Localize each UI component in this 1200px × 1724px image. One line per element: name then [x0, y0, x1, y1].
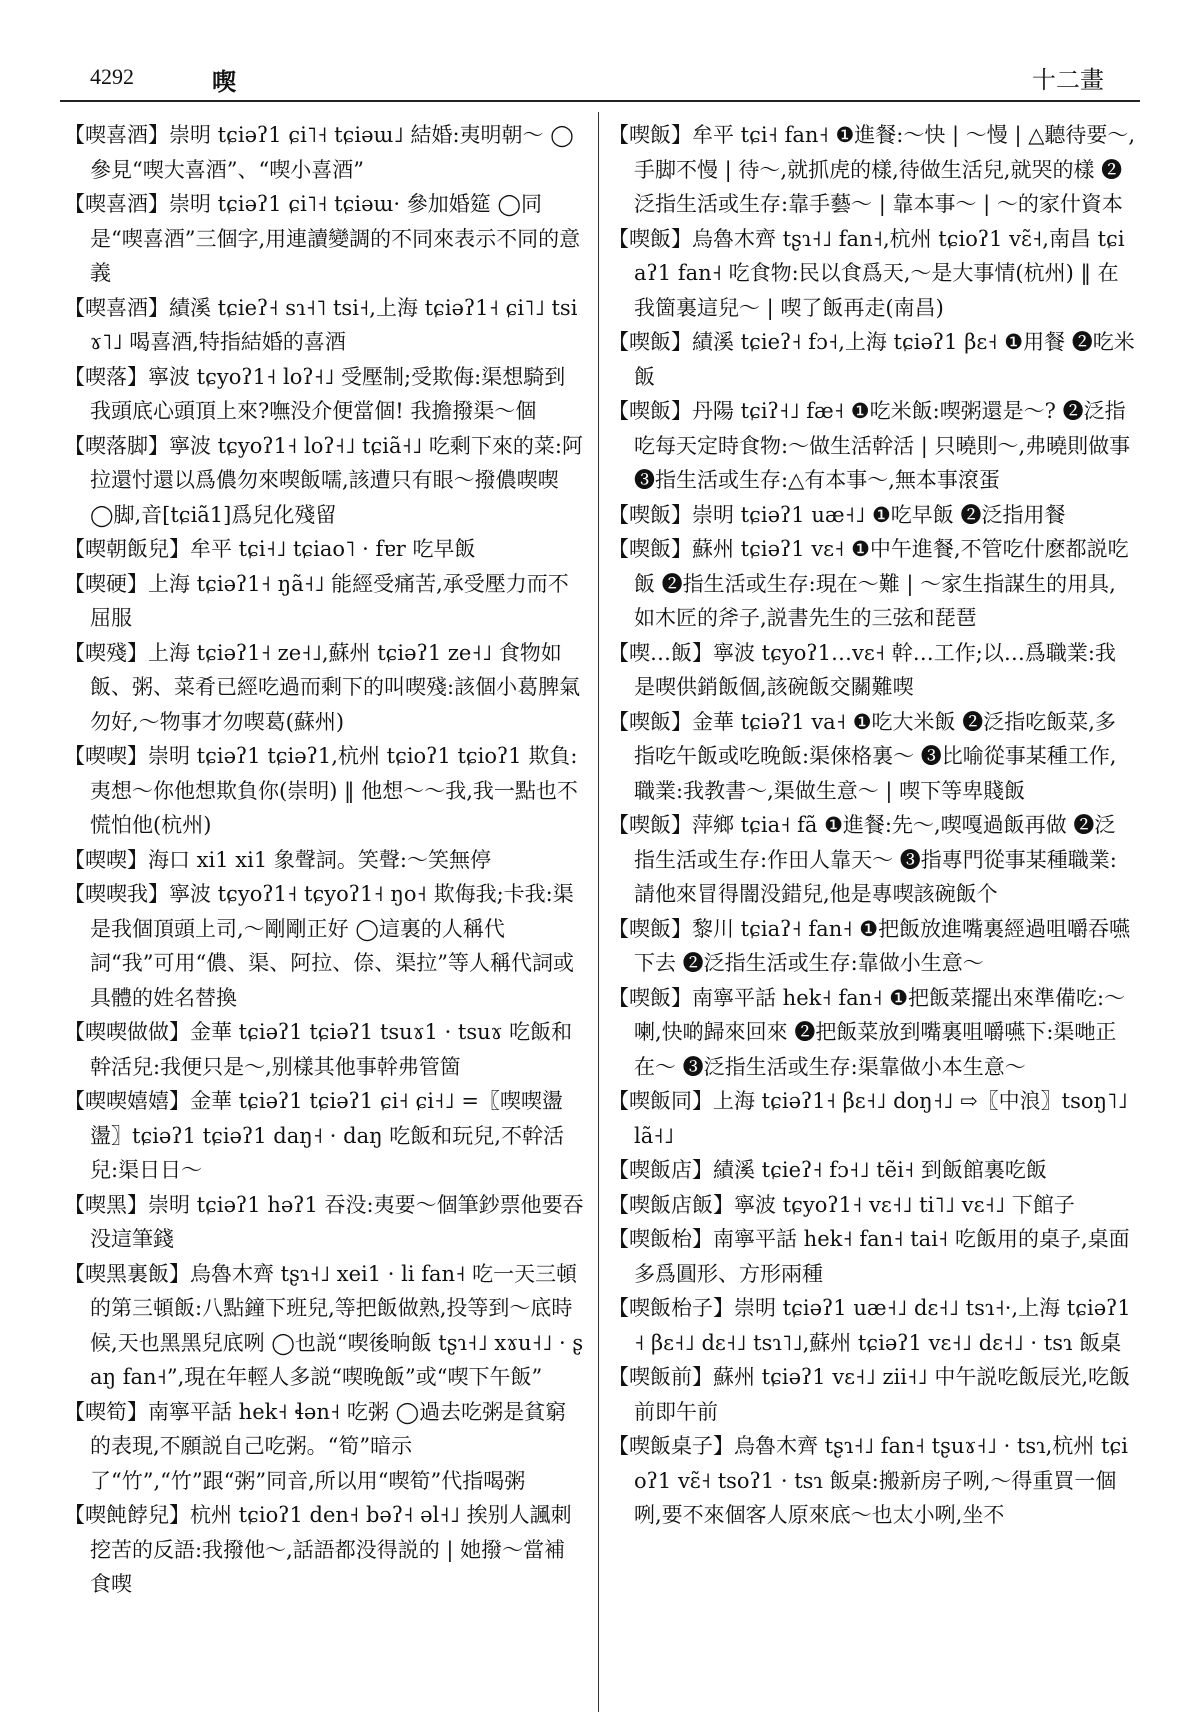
dictionary-entry: 【喫硬】上海 tɕiəʔ1˧ ŋã˧˩ 能經受痛苦,承受壓力而不屈服	[64, 571, 569, 630]
dictionary-entry: 【喫飯枱子】崇明 tɕiəʔ1 uæ˧˩ dɛ˧˩ tsɿ˧·,上海 tɕiəʔ1˧ βɛ˧˩ dɛ˧˩ tsɿ˥˩,蘇州 tɕiəʔ1 vɛ˧˩ dɛ˧˩ · tsɿ 飯桌	[608, 1296, 1131, 1355]
dictionary-entry: 【喫落脚】寧波 tɕyoʔ1˧ loʔ˧˩ tɕiã˧˩ 吃剩下來的菜:阿拉還忖還以爲儂勿來喫飯嚅,該遭只有眼～撥儂喫喫 ◯脚,音[tɕiã1]爲兒化殘留	[64, 433, 583, 527]
dictionary-entry: 【喫落】寧波 tɕyoʔ1˧ loʔ˧˩ 受壓制;受欺侮:渠想騎到我頭底心頭頂上來?嘸没介便當個! 我擔撥渠～個	[64, 364, 566, 423]
page-header	[60, 56, 1140, 100]
head-character: 喫	[212, 67, 236, 96]
dictionary-entry: 【喫喫我】寧波 tɕyoʔ1˧ tɕyoʔ1˧ ŋo˧ 欺侮我;卡我:渠是我個頂頭上司,～剛剛正好 ◯這裏的人稱代詞“我”可用“儂、渠、阿拉、倷、渠拉”等人稱代詞或具體的姓名替換	[64, 882, 574, 1010]
dictionary-entry: 【喫…飯】寧波 tɕyoʔ1…vɛ˧ 幹…工作;以…爲職業:我是喫供銷飯個,該碗飯交關難喫	[608, 640, 1116, 699]
dictionary-entry: 【喫飯枱】南寧平話 hek˧ fan˧ tai˧ 吃飯用的桌子,桌面多爲圓形、方形兩種	[608, 1227, 1130, 1286]
column-divider	[598, 112, 599, 1712]
page-number: 4292	[90, 64, 134, 89]
dictionary-entry: 【喫喫】海口 xi1 xi1 象聲詞。笑聲:～笑無停	[64, 847, 491, 872]
dictionary-entry: 【喫飯】崇明 tɕiəʔ1 uæ˧˩ ❶吃早飯 ❷泛指用餐	[608, 502, 1066, 527]
dictionary-entry: 【喫飯前】蘇州 tɕiəʔ1 vɛ˧˩ zii˧˩ 中午説吃飯辰光,吃飯前即午前	[608, 1365, 1131, 1424]
dictionary-entry: 【喫喫做做】金華 tɕiəʔ1 tɕiəʔ1 tsuɤ1 · tsuɤ 吃飯和幹活兒:我便只是～,别樣其他事幹弗管箇	[64, 1020, 573, 1079]
dictionary-entry: 【喫飯】蘇州 tɕiəʔ1 vɛ˧ ❶中午進餐,不管吃什麽都説吃飯 ❷指生活或生存:現在～難 | ～家生指謀生的用具,如木匠的斧子,説書先生的三弦和琵琶	[608, 537, 1129, 630]
dictionary-entry: 【喫飯】金華 tɕiəʔ1 va˧ ❶吃大米飯 ❷泛指吃飯菜,多指吃午飯或吃晚飯:渠倈格裏～ ❸比喻從事某種工作,職業:我教書～,渠做生意～ | 喫下等卑賤飯	[608, 709, 1117, 803]
dictionary-entry: 【喫飯】績溪 tɕieʔ˧ fɔ˧,上海 tɕiəʔ1 βɛ˧ ❶用餐 ❷吃米飯	[608, 330, 1135, 389]
dictionary-entry: 【喫朝飯兒】牟平 tɕi˧˩ tɕiao˥ · fɐr 吃早飯	[64, 537, 476, 561]
dictionary-entry: 【喫喜酒】崇明 tɕiəʔ1 ɕi˥˧ tɕiəɯ˩ 結婚:夷明朝～ ◯參見“喫大喜酒”、“喫小喜酒”	[64, 123, 574, 182]
dictionary-entry: 【喫飯】萍鄉 tɕia˧ fã ❶進餐:先～,喫嘎過飯再做 ❷泛指生活或生存:作田人靠天～ ❸指專門從事某種職業:請他來冒得闇没錯兒,他是專喫該碗飯个	[608, 813, 1117, 906]
right-column	[608, 118, 1136, 1533]
dictionary-entry: 【喫飯】牟平 tɕi˧ fan˧ ❶進餐:～快 | ～慢 | △聽待要～,手脚不慢 | 待～,就抓虎的樣,待做生活兒,就哭的樣 ❷泛指生活或生存:靠手藝～ | 靠本事～ | ～的家什資本	[608, 123, 1136, 216]
dictionary-entry: 【喫飩餑兒】杭州 tɕioʔ1 den˧ bəʔ˧ əl˧˩ 挨别人諷刺挖苦的反語:我撥他～,話語都没得説的 | 她撥～當補食喫	[64, 1503, 572, 1596]
dictionary-entry: 【喫飯店】績溪 tɕieʔ˧ fɔ˧˩ tẽi˧ 到飯館裏吃飯	[608, 1158, 1047, 1182]
dictionary-entry: 【喫黑裏飯】烏魯木齊 tʂɿ˧˩ xei1 · li fan˧ 吃一天三頓的第三頓飯:八點鐘下班兒,等把飯做熟,投等到～底時候,天也黑黑兒底咧 ◯也説“喫後晌飯 tʂɿ˧˩ xɤu˧˩ · ʂaŋ fan˧”,現在年輕人多説“喫晚飯”或“喫下午飯”	[64, 1261, 584, 1389]
dictionary-entry: 【喫喫嬉嬉】金華 tɕiəʔ1 tɕiəʔ1 ɕi˧ ɕi˧˩ =〖喫喫盪盪〗tɕiəʔ1 tɕiəʔ1 daŋ˧ · daŋ 吃飯和玩兒,不幹活兒:渠日日～	[64, 1089, 564, 1182]
dictionary-entry: 【喫筍】南寧平話 hek˧ ɬən˧ 吃粥 ◯過去吃粥是貧窮的表現,不願説自己吃粥。“筍”暗示了“竹”,“竹”跟“粥”同音,所以用“喫筍”代指喝粥	[64, 1399, 567, 1493]
dictionary-entry: 【喫喜酒】崇明 tɕiəʔ1 ɕi˥˧ tɕiəɯ· 參加婚筵 ◯同是“喫喜酒”三個字,用連讀變調的不同來表示不同的意義	[64, 192, 581, 285]
left-column	[64, 118, 584, 1602]
dictionary-entry: 【喫飯】丹陽 tɕiʔ˧˩ fæ˧ ❶吃米飯:喫粥還是～? ❷泛指吃每天定時食物:～做生活幹活 | 只曉則～,弗曉則做事 ❸指生活或生存:△有本事～,無本事滾蛋	[608, 399, 1131, 492]
dictionary-entry: 【喫飯同】上海 tɕiəʔ1˧ βɛ˧˩ doŋ˧˩ ⇨〖中浪〗tsoŋ˥˩ lã˧˩	[608, 1089, 1128, 1148]
dictionary-entry: 【喫飯】南寧平話 hek˧ fan˧ ❶把飯菜擺出來準備吃:～喇,快啲歸來回來 ❷把飯菜放到嘴裏咀嚼嚥下:渠哋正在～ ❸泛指生活或生存:渠靠做小本生意～	[608, 985, 1126, 1079]
dictionary-entry: 【喫飯】烏魯木齊 tʂɿ˧˩ fan˧,杭州 tɕioʔ1 vɛ̃˧,南昌 tɕiaʔ1 fan˧ 吃食物:民以食爲天,～是大事情(杭州) ‖ 在我箇裏這兒～ | 喫了飯再走(南昌)	[608, 226, 1125, 320]
dictionary-entry: 【喫黑】崇明 tɕiəʔ1 həʔ1 吞没:夷要～個筆鈔票他要吞没這筆錢	[64, 1192, 584, 1251]
dictionary-entry: 【喫喫】崇明 tɕiəʔ1 tɕiəʔ1,杭州 tɕioʔ1 tɕioʔ1 欺負:夷想～你他想欺負你(崇明) ‖ 他想～～我,我一點也不慌怕他(杭州)	[64, 744, 578, 837]
dictionary-entry: 【喫喜酒】績溪 tɕieʔ˧ sɿ˧˥ tsi˧,上海 tɕiəʔ1˧ ɕi˥˩ tsiɤ˥˩ 喝喜酒,特指結婚的喜酒	[64, 295, 578, 354]
dictionary-entry: 【喫飯桌子】烏魯木齊 tʂɿ˧˩ fan˧ tʂuɤ˧˩ · tsɿ,杭州 tɕioʔ1 vɛ̃˧ tsoʔ1 · tsɿ 飯桌:搬新房子咧,～得重買一個咧,要不來個客人原來底～也太小咧,坐不	[608, 1434, 1128, 1527]
stroke-section: 十二畫	[1032, 66, 1104, 94]
dictionary-entry: 【喫飯】黎川 tɕiaʔ˧ fan˧ ❶把飯放進嘴裏經過咀嚼吞嚥下去 ❷泛指生活或生存:靠做小生意～	[608, 916, 1131, 975]
dictionary-entry: 【喫殘】上海 tɕiəʔ1˧ ze˧˩,蘇州 tɕiəʔ1 ze˧˩ 食物如飯、粥、菜肴已經吃過而剩下的叫喫殘:該個小葛脾氣勿好,～物事才勿喫葛(蘇州)	[64, 640, 581, 734]
header-rule	[60, 100, 1140, 102]
dictionary-entry: 【喫飯店飯】寧波 tɕyoʔ1˧ vɛ˧˩ ti˥˩ vɛ˧˩ 下館子	[608, 1192, 1075, 1217]
